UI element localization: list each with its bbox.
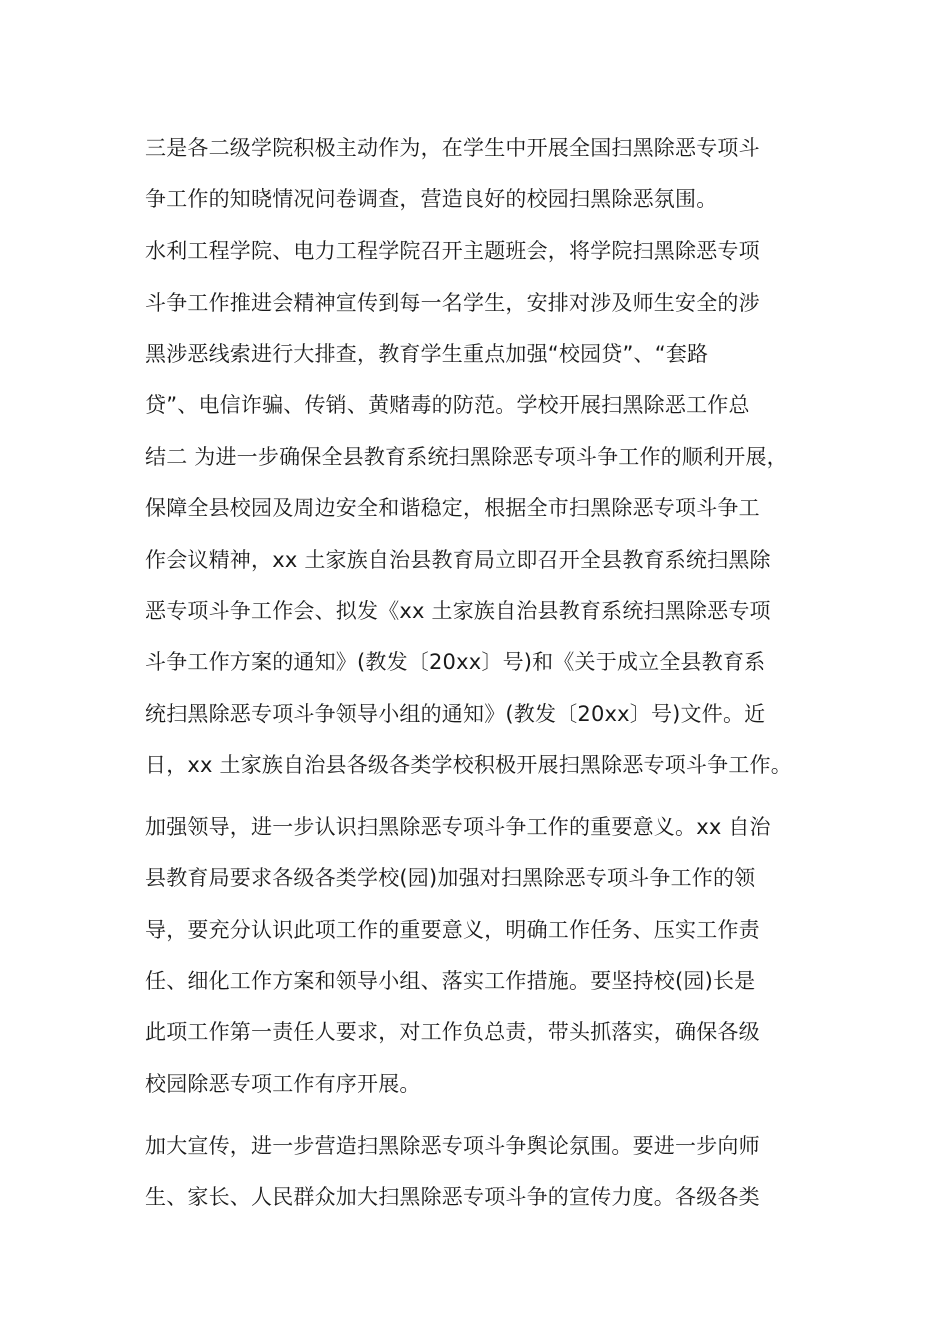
text-line: 县教育局要求各级各类学校(园)加强对扫黑除恶专项斗争工作的领 — [145, 866, 756, 890]
text-line: 争工作的知晓情况问卷调查，营造良好的校园扫黑除恶氛围。 — [145, 187, 718, 211]
text-line: 统扫黑除恶专项斗争领导小组的通知》(教发〔20xx〕号)文件。近 — [145, 702, 766, 726]
text-line: 校园除恶专项工作有序开展。 — [145, 1072, 421, 1096]
text-line: 加大宣传，进一步营造扫黑除恶专项斗争舆论氛围。要进一步向师 — [145, 1134, 760, 1158]
text-line: 作会议精神，xx 土家族自治县教育局立即召开全县教育系统扫黑除 — [145, 548, 771, 572]
text-line: 恶专项斗争工作会、拟发《xx 土家族自治县教育系统扫黑除恶专项 — [145, 599, 771, 623]
text-line: 导，要充分认识此项工作的重要意义，明确工作任务、压实工作责 — [145, 918, 760, 942]
text-line: 水利工程学院、电力工程学院召开主题班会，将学院扫黑除恶专项 — [145, 239, 760, 263]
text-line: 斗争工作方案的通知》(教发〔20xx〕号)和《关于成立全县教育系 — [145, 650, 766, 674]
text-line: 斗争工作推进会精神宣传到每一名学生，安排对涉及师生安全的涉 — [145, 291, 760, 315]
text-line: 生、家长、人民群众加大扫黑除恶专项斗争的宣传力度。各级各类 — [145, 1185, 760, 1209]
text-line: 结二 为进一步确保全县教育系统扫黑除恶专项斗争工作的顺利开展， — [145, 445, 788, 469]
text-line: 加强领导，进一步认识扫黑除恶专项斗争工作的重要意义。xx 自治 — [145, 815, 771, 839]
text-line: 贷”、电信诈骗、传销、黄赌毒的防范。学校开展扫黑除恶工作总 — [145, 393, 750, 417]
text-line: 任、细化工作方案和领导小组、落实工作措施。要坚持校(园)长是 — [145, 969, 756, 993]
text-line: 日，xx 土家族自治县各级各类学校积极开展扫黑除恶专项斗争工作。 — [145, 753, 792, 777]
text-line: 保障全县校园及周边安全和谐稳定，根据全市扫黑除恶专项斗争工 — [145, 496, 760, 520]
text-line: 黑涉恶线索进行大排查，教育学生重点加强“校园贷”、“套路 — [145, 342, 709, 366]
text-line: 此项工作第一责任人要求，对工作负总责，带头抓落实，确保各级 — [145, 1020, 760, 1044]
text-line: 三是各二级学院积极主动作为，在学生中开展全国扫黑除恶专项斗 — [145, 136, 760, 160]
